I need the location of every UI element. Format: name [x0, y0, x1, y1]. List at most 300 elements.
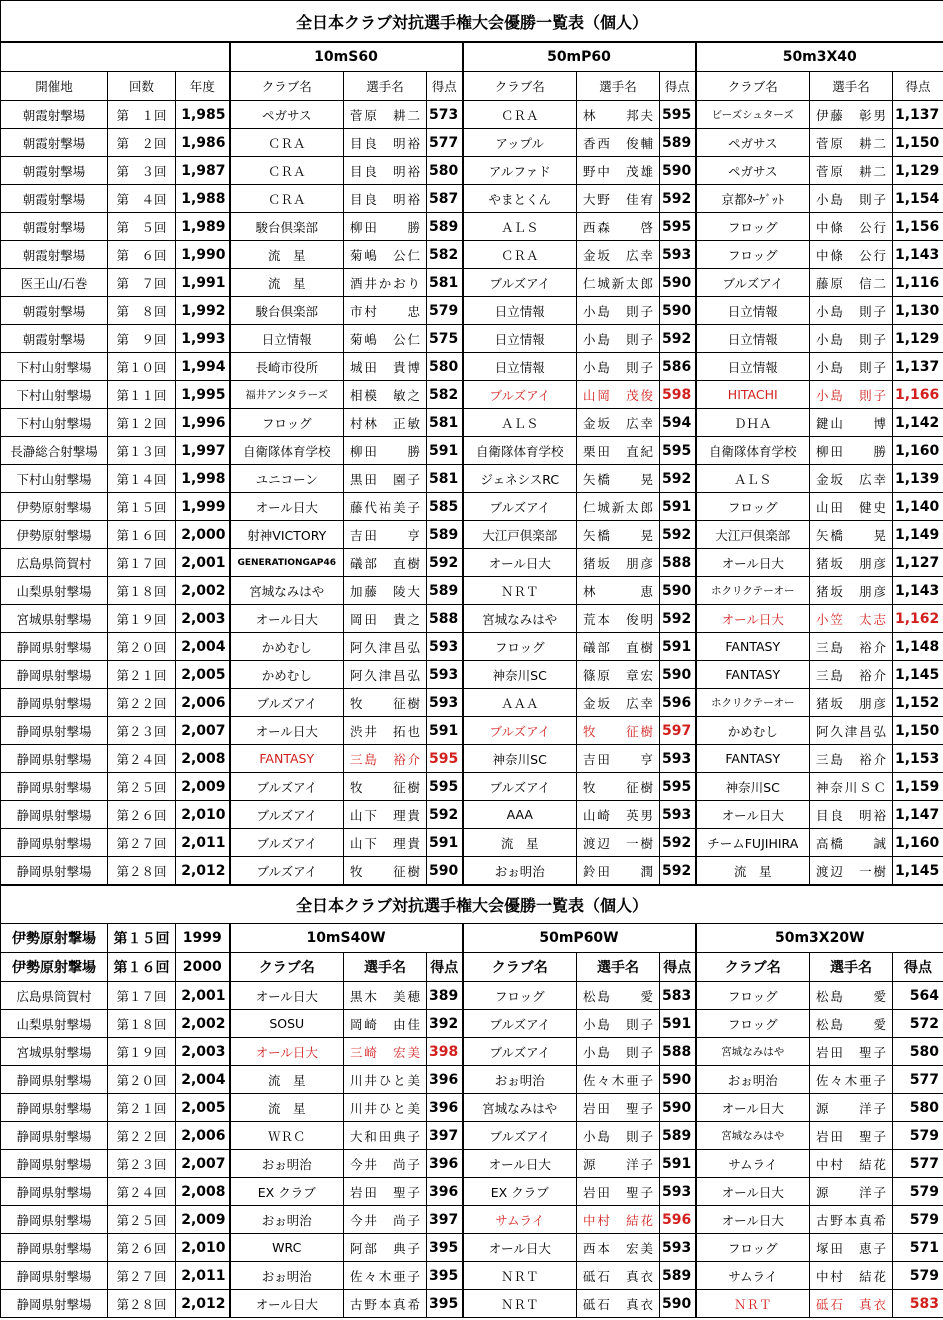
player-cell: 林 邦夫	[577, 101, 660, 129]
round-cell: 第２３回	[108, 717, 176, 745]
club-cell: 日立情報	[463, 353, 577, 381]
score-cell: 588	[660, 1038, 696, 1066]
page-title: 全日本クラブ対抗選手権大会優勝一覧表（個人）	[1, 1, 943, 43]
score-cell: 1,148	[893, 633, 943, 661]
score-cell: 1,137	[893, 353, 943, 381]
club-cell: 日立情報	[463, 297, 577, 325]
player-cell: 佐々木亜子	[344, 1262, 427, 1290]
player-cell: 野中 茂雄	[577, 157, 660, 185]
round-cell: 第１６回	[108, 521, 176, 549]
score-cell: 585	[427, 493, 463, 521]
score-cell: 593	[427, 661, 463, 689]
club-cell: フロッグ	[696, 982, 810, 1010]
club-cell: オール日大	[463, 1234, 577, 1262]
year-cell: 1,998	[176, 465, 230, 493]
round-cell: 第２３回	[108, 1150, 176, 1178]
round-cell: 第１８回	[108, 1010, 176, 1038]
venue-cell: 伊勢原射撃場	[1, 953, 108, 982]
player-cell: 金坂 広幸	[577, 689, 660, 717]
score-cell: 589	[660, 1262, 696, 1290]
club-cell: ＮＲＴ	[463, 1290, 577, 1318]
score-cell: 591	[660, 1010, 696, 1038]
year-cell: 2,010	[176, 801, 230, 829]
club-cell: 駿台倶楽部	[230, 297, 344, 325]
header-player: 選手名	[344, 72, 427, 101]
score-cell: 392	[427, 1010, 463, 1038]
club-cell: フロッグ	[463, 982, 577, 1010]
club-cell: フロッグ	[696, 1010, 810, 1038]
club-cell: 自衛隊体育学校	[463, 437, 577, 465]
score-cell: 589	[427, 577, 463, 605]
club-cell: 長崎市役所	[230, 353, 344, 381]
table-row	[1, 213, 943, 241]
venue-cell: 静岡県射撃場	[1, 1206, 108, 1234]
player-cell: 岩田 聖子	[810, 1122, 893, 1150]
score-cell: 596	[660, 689, 696, 717]
club-cell: ＡＬＳ	[463, 409, 577, 437]
header-player: 選手名	[577, 72, 660, 101]
score-cell: 1,143	[893, 241, 943, 269]
score-cell: 580	[893, 1094, 943, 1122]
year-cell: 2,002	[176, 577, 230, 605]
round-cell: 第１９回	[108, 605, 176, 633]
player-cell: 渡辺 一樹	[577, 829, 660, 857]
round-cell: 第１２回	[108, 409, 176, 437]
table-row	[1, 1178, 943, 1206]
club-cell: ブルズアイ	[230, 829, 344, 857]
club-cell: ＣＲＡ	[230, 157, 344, 185]
score-cell: 1,149	[893, 521, 943, 549]
club-cell: 流 星	[230, 269, 344, 297]
score-cell: 597	[660, 717, 696, 745]
round-cell: 第１８回	[108, 577, 176, 605]
player-cell: 川井ひと美	[344, 1094, 427, 1122]
round-cell: 第１０回	[108, 353, 176, 381]
club-cell: アルファド	[463, 157, 577, 185]
club-cell: FANTASY	[696, 745, 810, 773]
venue-cell: 静岡県射撃場	[1, 661, 108, 689]
year-cell: 1,997	[176, 437, 230, 465]
year-cell: 2,008	[176, 745, 230, 773]
player-cell: 林 恵	[577, 577, 660, 605]
score-cell: 586	[660, 353, 696, 381]
club-cell: 大江戸倶楽部	[463, 521, 577, 549]
venue-cell: 宮城県射撃場	[1, 605, 108, 633]
player-cell: 岩田 聖子	[344, 1178, 427, 1206]
round-cell: 第 ３回	[108, 157, 176, 185]
score-cell: 397	[427, 1206, 463, 1234]
venue-cell: 山梨県射撃場	[1, 577, 108, 605]
club-cell: ブルズアイ	[463, 381, 577, 409]
player-cell: 山下 理貴	[344, 801, 427, 829]
player-cell: 金坂 広幸	[810, 465, 893, 493]
venue-cell: 静岡県射撃場	[1, 773, 108, 801]
table-row	[1, 745, 943, 773]
round-cell: 第 ２回	[108, 129, 176, 157]
year-cell: 1,988	[176, 185, 230, 213]
club-cell: 日立情報	[463, 325, 577, 353]
header-score: 得点	[660, 953, 696, 982]
header-club: クラブ名	[696, 72, 810, 101]
player-cell: 菊嶋 公仁	[344, 241, 427, 269]
venue-cell: 下村山射撃場	[1, 381, 108, 409]
player-cell: 猪坂 朋彦	[577, 549, 660, 577]
score-cell: 579	[893, 1262, 943, 1290]
venue-cell: 静岡県射撃場	[1, 1094, 108, 1122]
table-row	[1, 1010, 943, 1038]
score-cell: 593	[427, 633, 463, 661]
table-row	[1, 577, 943, 605]
player-cell: 柳田 勝	[344, 437, 427, 465]
table-row	[1, 1122, 943, 1150]
header-year: 年度	[176, 72, 230, 101]
score-cell: 581	[427, 269, 463, 297]
score-cell: 591	[427, 829, 463, 857]
player-cell: 猪坂 朋彦	[810, 549, 893, 577]
score-cell: 1,139	[893, 465, 943, 493]
round-cell: 第２７回	[108, 829, 176, 857]
score-cell: 389	[427, 982, 463, 1010]
player-cell: 三島 裕介	[810, 661, 893, 689]
venue-cell: 静岡県射撃場	[1, 1150, 108, 1178]
score-cell: 1,159	[893, 773, 943, 801]
score-cell: 581	[427, 465, 463, 493]
table-row	[1, 325, 943, 353]
club-cell: やまとくん	[463, 185, 577, 213]
header-player: 選手名	[344, 953, 427, 982]
player-cell: 小島 則子	[577, 353, 660, 381]
round-cell: 第２８回	[108, 857, 176, 886]
club-cell: WRC	[230, 1234, 344, 1262]
club-cell: サムライ	[696, 1262, 810, 1290]
score-cell: 1,137	[893, 101, 943, 129]
score-cell: 1,150	[893, 717, 943, 745]
club-cell: ビーズシュターズ	[696, 101, 810, 129]
player-cell: 岡崎 由佳	[344, 1010, 427, 1038]
score-cell: 1,116	[893, 269, 943, 297]
club-cell: ブルズアイ	[696, 269, 810, 297]
club-cell: ＮＲＴ	[463, 577, 577, 605]
club-cell: ブルズアイ	[463, 1038, 577, 1066]
score-cell: 592	[660, 325, 696, 353]
club-cell: オール日大	[230, 717, 344, 745]
club-cell: 流 星	[463, 829, 577, 857]
venue-cell: 朝霞射撃場	[1, 213, 108, 241]
score-cell: 582	[427, 241, 463, 269]
table-row	[1, 549, 943, 577]
round-cell: 第 ５回	[108, 213, 176, 241]
club-cell: 宮城なみはや	[463, 1094, 577, 1122]
club-cell: 駿台倶楽部	[230, 213, 344, 241]
round-cell: 第２０回	[108, 1066, 176, 1094]
table-row	[1, 521, 943, 549]
club-cell: オール日大	[696, 1178, 810, 1206]
score-cell: 598	[660, 381, 696, 409]
venue-cell: 静岡県射撃場	[1, 1066, 108, 1094]
player-cell: 三崎 宏美	[344, 1038, 427, 1066]
score-cell: 577	[893, 1066, 943, 1094]
player-cell: 黒木 美穂	[344, 982, 427, 1010]
year-cell: 2,005	[176, 1094, 230, 1122]
table-row	[1, 241, 943, 269]
player-cell: 阿久津昌弘	[344, 633, 427, 661]
event-label: 10mS60	[230, 42, 463, 72]
header-club: クラブ名	[696, 953, 810, 982]
score-cell: 1,160	[893, 437, 943, 465]
year-cell: 1,991	[176, 269, 230, 297]
score-cell: 592	[660, 829, 696, 857]
score-cell: 596	[660, 1206, 696, 1234]
player-cell: 菅原 耕二	[344, 101, 427, 129]
player-cell: 西森 啓	[577, 213, 660, 241]
score-cell: 589	[427, 213, 463, 241]
score-cell: 580	[427, 157, 463, 185]
player-cell: 塚田 恵子	[810, 1234, 893, 1262]
club-cell: ＷＲＣ	[230, 1122, 344, 1150]
venue-cell: 静岡県射撃場	[1, 1122, 108, 1150]
venue-cell: 静岡県射撃場	[1, 1234, 108, 1262]
score-cell: 1,152	[893, 689, 943, 717]
player-cell: 吉田 亨	[344, 521, 427, 549]
score-cell: 579	[893, 1178, 943, 1206]
club-cell: 神奈川SC	[463, 661, 577, 689]
player-cell: 今井 尚子	[344, 1150, 427, 1178]
player-cell: 菅原 耕二	[810, 129, 893, 157]
player-cell: 小島 則子	[810, 185, 893, 213]
player-cell: 中村 結花	[577, 1206, 660, 1234]
header-club: クラブ名	[230, 953, 344, 982]
player-cell: 高橋 誠	[810, 829, 893, 857]
year-cell: 2,012	[176, 1290, 230, 1318]
year-cell: 2,009	[176, 1206, 230, 1234]
score-cell: 1,153	[893, 745, 943, 773]
score-cell: 581	[427, 409, 463, 437]
score-cell: 395	[427, 1234, 463, 1262]
player-cell: 源 洋子	[577, 1150, 660, 1178]
player-cell: 城田 貴博	[344, 353, 427, 381]
club-cell: ＡＬＳ	[696, 465, 810, 493]
year-cell: 2,002	[176, 1010, 230, 1038]
score-cell: 593	[660, 801, 696, 829]
club-cell: オール日大	[230, 493, 344, 521]
table-row	[1, 1066, 943, 1094]
score-cell: 592	[660, 185, 696, 213]
score-cell: 589	[660, 1122, 696, 1150]
player-cell: 香西 俊輔	[577, 129, 660, 157]
club-cell: ホクリクテーオー	[696, 577, 810, 605]
venue-cell: 朝霞射撃場	[1, 241, 108, 269]
club-cell: オール日大	[696, 1206, 810, 1234]
score-cell: 579	[427, 297, 463, 325]
club-cell: オール日大	[230, 605, 344, 633]
club-cell: おぉ明治	[463, 857, 577, 886]
score-cell: 396	[427, 1066, 463, 1094]
club-cell: サムライ	[463, 1206, 577, 1234]
club-cell: ＣＲＡ	[230, 185, 344, 213]
player-cell: 柳田 勝	[810, 437, 893, 465]
player-cell: 阿部 典子	[344, 1234, 427, 1262]
score-cell: 595	[660, 773, 696, 801]
header-score: 得点	[660, 72, 696, 101]
round-cell: 第２６回	[108, 801, 176, 829]
score-cell: 396	[427, 1178, 463, 1206]
club-cell: 宮城なみはや	[463, 605, 577, 633]
header-score: 得点	[427, 953, 463, 982]
year-cell: 2,005	[176, 661, 230, 689]
player-cell: 中村 結花	[810, 1262, 893, 1290]
header-round: 回数	[108, 72, 176, 101]
round-cell: 第 ９回	[108, 325, 176, 353]
player-cell: 古野本真希	[810, 1206, 893, 1234]
club-cell: ペガサス	[230, 101, 344, 129]
player-cell: 菅原 耕二	[810, 157, 893, 185]
venue-cell: 医王山/石巻	[1, 269, 108, 297]
year-cell: 1,996	[176, 409, 230, 437]
player-cell: 渋井 拓也	[344, 717, 427, 745]
year-cell: 2,003	[176, 1038, 230, 1066]
player-cell: 猪坂 朋彦	[810, 577, 893, 605]
round-cell: 第２５回	[108, 773, 176, 801]
score-cell: 396	[427, 1150, 463, 1178]
player-cell: 金坂 広幸	[577, 409, 660, 437]
column-header-row	[1, 953, 943, 982]
score-cell: 594	[660, 409, 696, 437]
player-cell: 佐々木亜子	[577, 1066, 660, 1094]
club-cell: ブルズアイ	[463, 269, 577, 297]
score-cell: 582	[427, 381, 463, 409]
table-row	[1, 605, 943, 633]
club-cell: ブルズアイ	[230, 689, 344, 717]
score-cell: 590	[660, 661, 696, 689]
venue-cell: 朝霞射撃場	[1, 325, 108, 353]
score-cell: 1,154	[893, 185, 943, 213]
club-cell: おぉ明治	[696, 1066, 810, 1094]
player-cell: 岡田 貴之	[344, 605, 427, 633]
player-cell: 大和田典子	[344, 1122, 427, 1150]
header-player: 選手名	[810, 953, 893, 982]
player-cell: 三島 裕介	[810, 633, 893, 661]
venue-cell: 朝霞射撃場	[1, 297, 108, 325]
venue-cell: 静岡県射撃場	[1, 829, 108, 857]
club-cell: 流 星	[230, 241, 344, 269]
club-cell: AAA	[463, 801, 577, 829]
player-cell: 黒田 園子	[344, 465, 427, 493]
section-title: 全日本クラブ対抗選手権大会優勝一覧表（個人）	[1, 885, 943, 924]
player-cell: 荒本 俊明	[577, 605, 660, 633]
header-score: 得点	[893, 72, 943, 101]
year-cell: 2,006	[176, 689, 230, 717]
table-row	[1, 1262, 943, 1290]
round-cell: 第 １回	[108, 101, 176, 129]
score-cell: 595	[427, 745, 463, 773]
player-cell: 渡辺 一樹	[810, 857, 893, 886]
player-cell: 篠原 章宏	[577, 661, 660, 689]
club-cell: ペガサス	[696, 157, 810, 185]
score-cell: 590	[660, 1066, 696, 1094]
header-club: クラブ名	[463, 953, 577, 982]
score-cell: 593	[660, 745, 696, 773]
venue-cell: 伊勢原射撃場	[1, 521, 108, 549]
player-cell: 三島 裕介	[810, 745, 893, 773]
club-cell: ＣＲＡ	[463, 241, 577, 269]
year-cell: 1,995	[176, 381, 230, 409]
venue-cell: 伊勢原射撃場	[1, 924, 108, 953]
score-cell: 590	[427, 857, 463, 886]
score-cell: 1,129	[893, 325, 943, 353]
club-cell: フロッグ	[696, 213, 810, 241]
player-cell: 鍵山 博	[810, 409, 893, 437]
round-cell: 第２２回	[108, 689, 176, 717]
event-label: 50m3X40	[696, 42, 943, 72]
year-cell: 1,993	[176, 325, 230, 353]
club-cell: 宮城なみはや	[230, 577, 344, 605]
player-cell: 小島 則子	[577, 1038, 660, 1066]
player-cell: 牧 征樹	[344, 773, 427, 801]
club-cell: オール日大	[696, 605, 810, 633]
table-row	[1, 381, 943, 409]
club-cell: 宮城なみはや	[696, 1122, 810, 1150]
player-cell: 阿久津昌弘	[344, 661, 427, 689]
score-cell: 1,160	[893, 829, 943, 857]
score-cell: 395	[427, 1262, 463, 1290]
round-cell: 第 ６回	[108, 241, 176, 269]
score-cell: 579	[893, 1122, 943, 1150]
player-cell: 礒部 直樹	[344, 549, 427, 577]
player-cell: 牧 征樹	[344, 857, 427, 886]
player-cell: 猪坂 朋彦	[810, 689, 893, 717]
score-cell: 1,145	[893, 661, 943, 689]
table-row	[1, 1094, 943, 1122]
score-cell: 592	[427, 549, 463, 577]
round-cell: 第２４回	[108, 745, 176, 773]
player-cell: 岩田 聖子	[577, 1178, 660, 1206]
club-cell: ブルズアイ	[463, 493, 577, 521]
year-cell: 2,001	[176, 982, 230, 1010]
year-cell: 2,010	[176, 1234, 230, 1262]
score-cell: 590	[660, 157, 696, 185]
player-cell: 源 洋子	[810, 1094, 893, 1122]
score-cell: 590	[660, 297, 696, 325]
score-cell: 591	[427, 437, 463, 465]
club-cell: 日立情報	[696, 297, 810, 325]
player-cell: 佐々木亜子	[810, 1066, 893, 1094]
table-row	[1, 437, 943, 465]
club-cell: 自衛隊体育学校	[696, 437, 810, 465]
venue-cell: 宮城県射撃場	[1, 1038, 108, 1066]
score-cell: 588	[427, 605, 463, 633]
table-row	[1, 1290, 943, 1318]
year-cell: 1,990	[176, 241, 230, 269]
player-cell: 目良 明裕	[344, 129, 427, 157]
club-cell: フロッグ	[463, 633, 577, 661]
player-cell: 西本 宏美	[577, 1234, 660, 1262]
club-cell: ジェネシスRC	[463, 465, 577, 493]
player-cell: 吉田 亨	[577, 745, 660, 773]
round-cell: 第２２回	[108, 1122, 176, 1150]
player-cell: 中條 公行	[810, 213, 893, 241]
year-cell: 2,011	[176, 829, 230, 857]
club-cell: 自衛隊体育学校	[230, 437, 344, 465]
club-cell: サムライ	[696, 1150, 810, 1178]
header-player: 選手名	[577, 953, 660, 982]
club-cell: ブルズアイ	[463, 717, 577, 745]
header-club: クラブ名	[230, 72, 344, 101]
score-cell: 1,145	[893, 857, 943, 886]
score-cell: 1,150	[893, 129, 943, 157]
score-cell: 587	[427, 185, 463, 213]
player-cell: 市村 忠	[344, 297, 427, 325]
player-cell: 小島 則子	[810, 325, 893, 353]
